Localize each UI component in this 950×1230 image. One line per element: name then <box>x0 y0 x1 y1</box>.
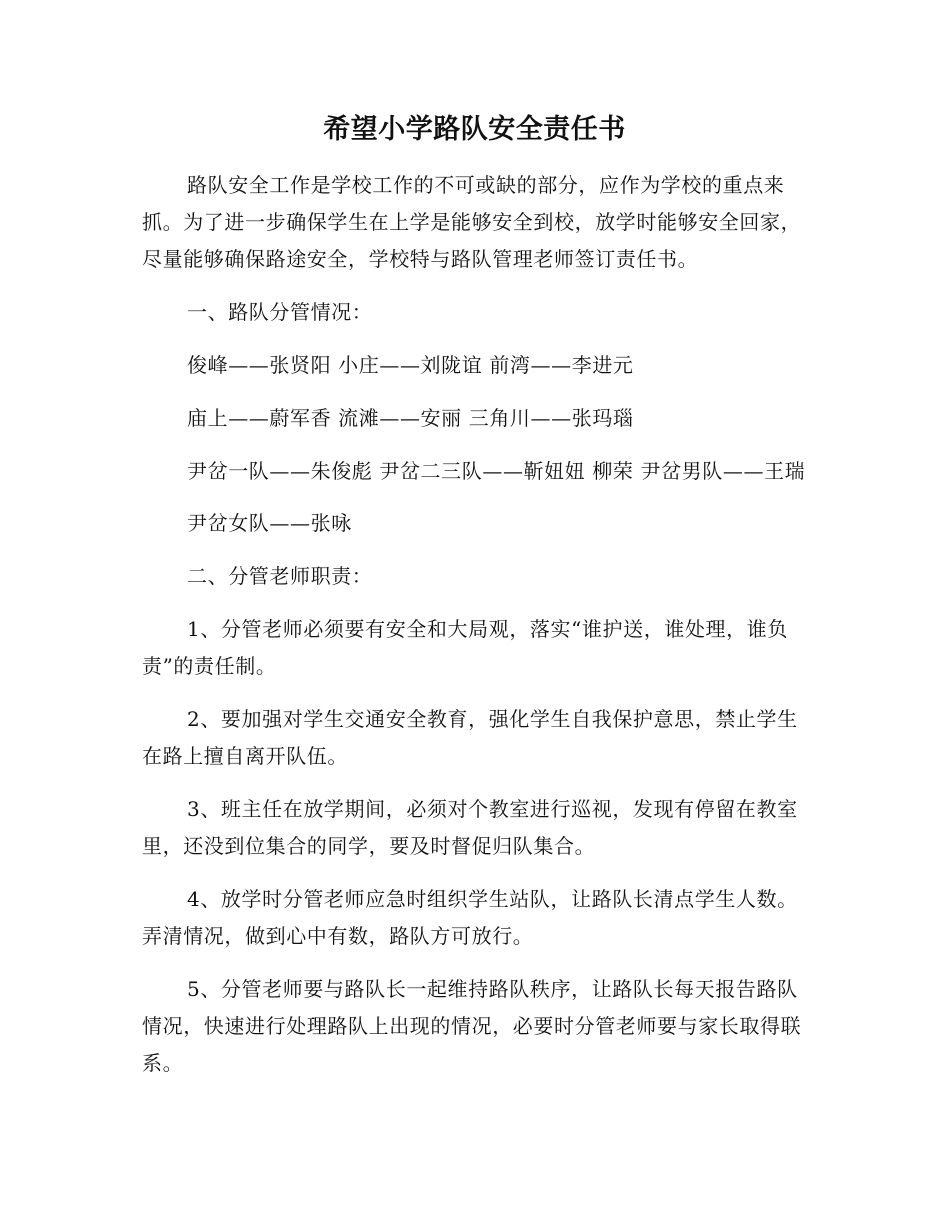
document-page <box>142 110 807 1082</box>
duty-paragraph: 4、放学时分管老师应急时组织学生站队，让路队长清点学生人数。弄清情况，做到心中有数，路队方可放行。 <box>142 887 798 948</box>
assignment-line: 尹岔一队——朱俊彪 尹岔二三队——靳妞妞 柳荣 尹岔男队——王瑞 <box>187 459 806 483</box>
section-heading-assignments: 一、路队分管情况： <box>187 300 373 324</box>
duty-paragraph: 2、要加强对学生交通安全教育，强化学生自我保护意思，禁止学生在路上擅自离开队伍。 <box>142 707 798 768</box>
section-heading-duties: 二、分管老师职责： <box>187 564 373 588</box>
duty-paragraph: 5、分管老师要与路队长一起维持路队秩序，让路队长每天报告路队情况，快速进行处理路队上出现的情况，必要时分管老师要与家长取得联系。 <box>142 977 802 1075</box>
duty-paragraph: 3、班主任在放学期间，必须对个教室进行巡视，发现有停留在教室里，还没到位集合的同学，要及时督促归队集合。 <box>142 797 798 858</box>
duty-paragraph: 1、分管老师必须要有安全和大局观，落实“谁护送，谁处理，谁负责”的责任制。 <box>142 617 788 678</box>
document-title: 希望小学路队安全责任书 <box>323 114 626 145</box>
assignment-line: 俊峰——张贤阳 小庄——刘陇谊 前湾——李进元 <box>187 353 634 377</box>
assignment-line: 庙上——蔚军香 流滩——安丽 三角川——张玛瑙 <box>187 406 634 430</box>
intro-paragraph: 路队安全工作是学校工作的不可或缺的部分，应作为学校的重点来抓。为了进一步确保学生在上学是能够安全到校，放学时能够安全回家，尽量能够确保路途安全，学校特与路队管理老师签订责任书。 <box>142 173 802 271</box>
assignment-line: 尹岔女队——张咏 <box>187 511 352 535</box>
